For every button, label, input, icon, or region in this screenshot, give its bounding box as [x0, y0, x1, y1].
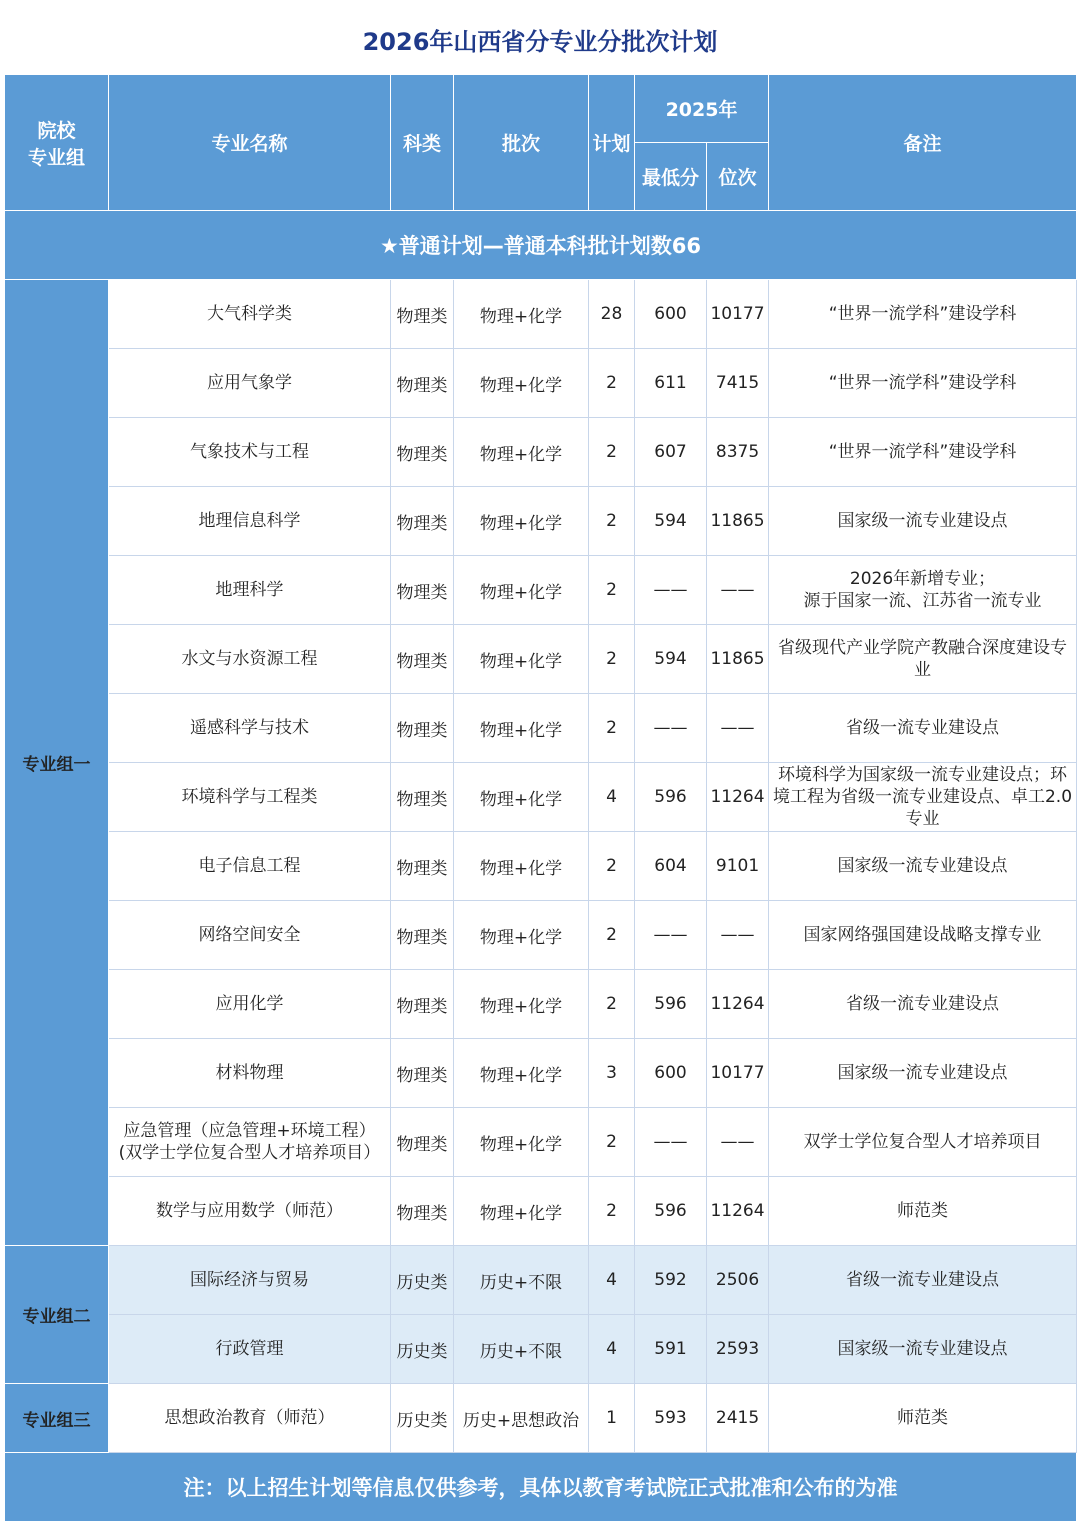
remark-cell: 2026年新增专业； 源于国家一流、江苏省一流专业 [769, 556, 1077, 625]
rank-cell: 11264 [707, 763, 769, 832]
min-score-cell: —— [635, 901, 707, 970]
subject-cell: 历史类 [391, 1246, 454, 1315]
remark-cell: 国家级一流专业建设点 [769, 487, 1077, 556]
plan-cell: 4 [589, 1315, 635, 1384]
plan-cell: 2 [589, 349, 635, 418]
table-row [5, 763, 1077, 832]
table-row [5, 349, 1077, 418]
major-cell: 水文与水资源工程 [109, 625, 391, 694]
subject-cell: 物理类 [391, 901, 454, 970]
min-score-cell: 594 [635, 625, 707, 694]
header-batch: 批次 [454, 75, 589, 211]
batch-cell: 物理+化学 [454, 1177, 589, 1246]
min-score-cell: 594 [635, 487, 707, 556]
major-cell: 数学与应用数学（师范） [109, 1177, 391, 1246]
plan-cell: 2 [589, 1177, 635, 1246]
plan-cell: 2 [589, 625, 635, 694]
remark-cell: 国家网络强国建设战略支撑专业 [769, 901, 1077, 970]
min-score-cell: 596 [635, 970, 707, 1039]
table-row [5, 1246, 1077, 1315]
subject-cell: 物理类 [391, 625, 454, 694]
rank-cell: 10177 [707, 280, 769, 349]
min-score-cell: 593 [635, 1384, 707, 1453]
header-min-score: 最低分 [635, 143, 707, 211]
plan-cell: 2 [589, 556, 635, 625]
plan-cell: 2 [589, 418, 635, 487]
batch-cell: 历史+不限 [454, 1315, 589, 1384]
table-row [5, 418, 1077, 487]
major-cell: 思想政治教育（师范） [109, 1384, 391, 1453]
batch-cell: 物理+化学 [454, 418, 589, 487]
rank-cell: —— [707, 901, 769, 970]
batch-cell: 物理+化学 [454, 970, 589, 1039]
subject-cell: 历史类 [391, 1384, 454, 1453]
table-row [5, 556, 1077, 625]
table-header [5, 75, 1077, 211]
major-cell: 环境科学与工程类 [109, 763, 391, 832]
remark-cell: 省级现代产业学院产教融合深度建设专 业 [769, 625, 1077, 694]
plan-cell: 2 [589, 1108, 635, 1177]
min-score-cell: —— [635, 1108, 707, 1177]
plan-cell: 4 [589, 763, 635, 832]
min-score-cell: 600 [635, 280, 707, 349]
page-title: 2026年山西省分专业分批次计划 [4, 4, 1076, 75]
remark-cell: 省级一流专业建设点 [769, 970, 1077, 1039]
remark-cell: 师范类 [769, 1177, 1077, 1246]
plan-cell: 4 [589, 1246, 635, 1315]
subject-cell: 物理类 [391, 694, 454, 763]
batch-cell: 物理+化学 [454, 1108, 589, 1177]
major-cell: 材料物理 [109, 1039, 391, 1108]
plan-cell: 2 [589, 970, 635, 1039]
remark-cell: “世界一流学科”建设学科 [769, 418, 1077, 487]
table-row [5, 1039, 1077, 1108]
rank-cell: 10177 [707, 1039, 769, 1108]
remark-cell: 省级一流专业建设点 [769, 694, 1077, 763]
table-row [5, 832, 1077, 901]
subject-cell: 物理类 [391, 1108, 454, 1177]
rank-cell: 2593 [707, 1315, 769, 1384]
table-body [5, 211, 1077, 1453]
plan-cell: 2 [589, 832, 635, 901]
header-rank: 位次 [707, 143, 769, 211]
table-row [5, 1177, 1077, 1246]
plan-table [4, 74, 1077, 1522]
major-cell: 遥感科学与技术 [109, 694, 391, 763]
footer-note: 注：以上招生计划等信息仅供参考，具体以教育考试院正式批准和公布的为准 [5, 1453, 1077, 1522]
header-year: 2025年 [635, 75, 769, 143]
remark-cell: 国家级一流专业建设点 [769, 1039, 1077, 1108]
major-cell: 应用化学 [109, 970, 391, 1039]
batch-cell: 物理+化学 [454, 349, 589, 418]
remark-cell: 国家级一流专业建设点 [769, 832, 1077, 901]
remark-cell: 国家级一流专业建设点 [769, 1315, 1077, 1384]
plan-cell: 2 [589, 694, 635, 763]
major-cell: 网络空间安全 [109, 901, 391, 970]
major-cell: 大气科学类 [109, 280, 391, 349]
group-label: 专业组三 [5, 1384, 109, 1453]
batch-cell: 物理+化学 [454, 694, 589, 763]
rank-cell: 11264 [707, 970, 769, 1039]
batch-cell: 物理+化学 [454, 832, 589, 901]
subject-cell: 物理类 [391, 349, 454, 418]
subject-cell: 物理类 [391, 1039, 454, 1108]
rank-cell: 9101 [707, 832, 769, 901]
rank-cell: —— [707, 694, 769, 763]
table-row [5, 1384, 1077, 1453]
table-row [5, 1315, 1077, 1384]
rank-cell: 7415 [707, 349, 769, 418]
min-score-cell: 591 [635, 1315, 707, 1384]
subject-cell: 物理类 [391, 763, 454, 832]
section-title: ★普通计划—普通本科批计划数66 [5, 211, 1077, 280]
rank-cell: —— [707, 1108, 769, 1177]
major-cell: 应用气象学 [109, 349, 391, 418]
remark-cell: 环境科学为国家级一流专业建设点；环 境工程为省级一流专业建设点、卓工2.0 专业 [769, 763, 1077, 832]
remark-cell: 省级一流专业建设点 [769, 1246, 1077, 1315]
subject-cell: 物理类 [391, 1177, 454, 1246]
major-cell: 国际经济与贸易 [109, 1246, 391, 1315]
major-cell: 地理信息科学 [109, 487, 391, 556]
plan-cell: 1 [589, 1384, 635, 1453]
table-row [5, 280, 1077, 349]
rank-cell: 11865 [707, 487, 769, 556]
table-row [5, 694, 1077, 763]
header-plan: 计划 [589, 75, 635, 211]
group-label: 专业组二 [5, 1246, 109, 1384]
min-score-cell: 604 [635, 832, 707, 901]
subject-cell: 历史类 [391, 1315, 454, 1384]
min-score-cell: 611 [635, 349, 707, 418]
plan-cell: 2 [589, 901, 635, 970]
batch-cell: 物理+化学 [454, 901, 589, 970]
subject-cell: 物理类 [391, 970, 454, 1039]
min-score-cell: 596 [635, 763, 707, 832]
min-score-cell: 596 [635, 1177, 707, 1246]
plan-cell: 3 [589, 1039, 635, 1108]
batch-cell: 历史+不限 [454, 1246, 589, 1315]
group-label: 专业组一 [5, 280, 109, 1246]
subject-cell: 物理类 [391, 418, 454, 487]
rank-cell: 2506 [707, 1246, 769, 1315]
header-major: 专业名称 [109, 75, 391, 211]
subject-cell: 物理类 [391, 832, 454, 901]
rank-cell: 2415 [707, 1384, 769, 1453]
min-score-cell: 600 [635, 1039, 707, 1108]
table-row [5, 901, 1077, 970]
batch-cell: 历史+思想政治 [454, 1384, 589, 1453]
plan-cell: 28 [589, 280, 635, 349]
remark-cell: “世界一流学科”建设学科 [769, 349, 1077, 418]
subject-cell: 物理类 [391, 487, 454, 556]
major-cell: 电子信息工程 [109, 832, 391, 901]
batch-cell: 物理+化学 [454, 487, 589, 556]
table-row [5, 625, 1077, 694]
table-row [5, 970, 1077, 1039]
major-cell: 地理科学 [109, 556, 391, 625]
major-cell: 应急管理（应急管理+环境工程） (双学士学位复合型人才培养项目） [109, 1108, 391, 1177]
subject-cell: 物理类 [391, 280, 454, 349]
batch-cell: 物理+化学 [454, 280, 589, 349]
major-cell: 气象技术与工程 [109, 418, 391, 487]
table-row [5, 487, 1077, 556]
min-score-cell: 607 [635, 418, 707, 487]
rank-cell: —— [707, 556, 769, 625]
remark-cell: 师范类 [769, 1384, 1077, 1453]
min-score-cell: 592 [635, 1246, 707, 1315]
batch-cell: 物理+化学 [454, 556, 589, 625]
min-score-cell: —— [635, 694, 707, 763]
plan-cell: 2 [589, 487, 635, 556]
min-score-cell: —— [635, 556, 707, 625]
rank-cell: 11865 [707, 625, 769, 694]
header-subject: 科类 [391, 75, 454, 211]
table-row [5, 1108, 1077, 1177]
header-remark: 备注 [769, 75, 1077, 211]
batch-cell: 物理+化学 [454, 763, 589, 832]
major-cell: 行政管理 [109, 1315, 391, 1384]
rank-cell: 11264 [707, 1177, 769, 1246]
batch-cell: 物理+化学 [454, 1039, 589, 1108]
remark-cell: 双学士学位复合型人才培养项目 [769, 1108, 1077, 1177]
remark-cell: “世界一流学科”建设学科 [769, 280, 1077, 349]
subject-cell: 物理类 [391, 556, 454, 625]
rank-cell: 8375 [707, 418, 769, 487]
batch-cell: 物理+化学 [454, 625, 589, 694]
header-school-group: 院校 专业组 [5, 75, 109, 211]
